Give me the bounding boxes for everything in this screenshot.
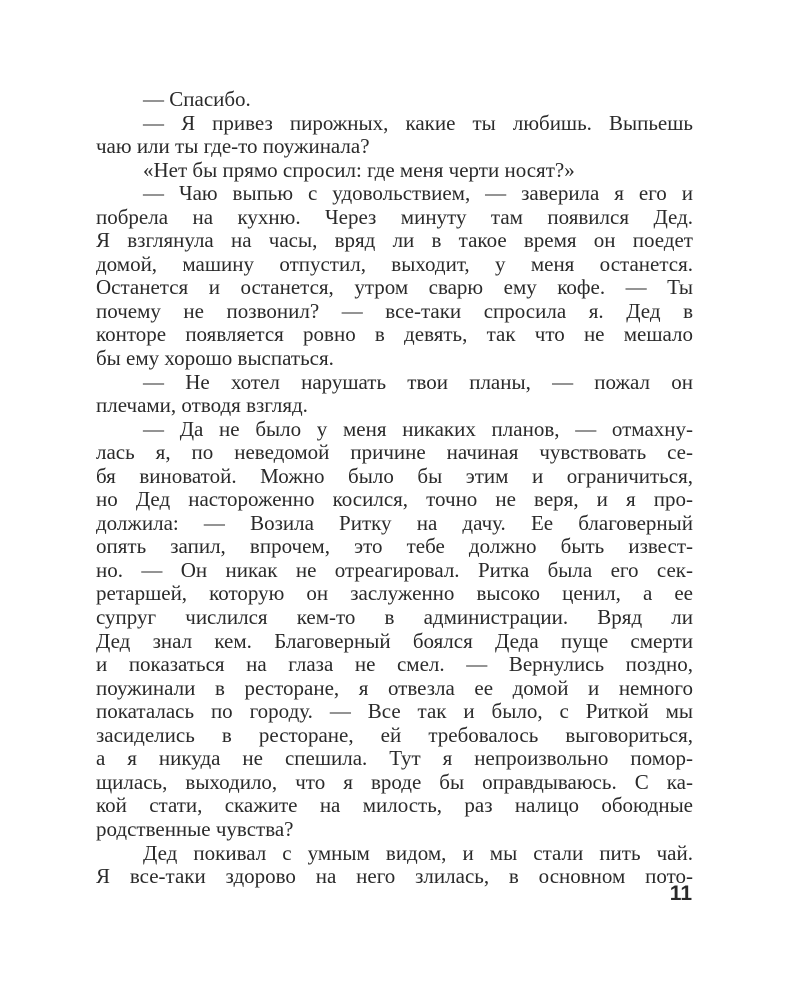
text-line: Я все-таки здорово на него злилась, в основном пото-: [96, 864, 693, 889]
text-line: бы ему хорошо выспаться.: [96, 346, 334, 371]
text-line: поужинали в ресторане, я отвезла ее домой и немного: [96, 675, 693, 700]
text-line: покаталась по городу. — Все так и было, с Риткой мы: [96, 699, 693, 724]
text-line: побрела на кухню. Через минуту там появился Дед.: [96, 204, 693, 229]
text-line: Я взглянула на часы, вряд ли в такое время он поедет: [96, 228, 693, 253]
text-line: бя виноватой. Можно было бы этим и ограничиться,: [96, 463, 693, 488]
text-line: и показаться на глаза не смел. — Вернулись поздно,: [96, 652, 693, 677]
text-line: должила: — Возила Ритку на дачу. Ее благоверный: [96, 510, 693, 535]
text-line: опять запил, впрочем, это тебе должно быть извест-: [96, 534, 693, 559]
text-line: но. — Он никак не отреагировал. Ритка была его сек-: [96, 557, 693, 582]
text-line: — Я привез пирожных, какие ты любишь. Выпьешь: [143, 110, 693, 135]
text-line: почему не позвонил? — все-таки спросила я. Дед в: [96, 298, 693, 323]
text-line: родственные чувства?: [96, 816, 294, 841]
text-line: — Не хотел нарушать твои планы, — пожал он: [143, 369, 693, 394]
text-line: Дед покивал с умным видом, и мы стали пить чай.: [143, 840, 693, 865]
text-line: — Чаю выпью с удовольствием, — заверила я его и: [143, 181, 693, 206]
text-line: а я никуда не спешила. Тут я непроизвольно помор-: [96, 746, 693, 771]
text-line: но Дед настороженно косился, точно не веря, и я про-: [96, 487, 693, 512]
text-line: конторе появляется ровно в девять, так что не мешало: [96, 322, 693, 347]
text-line: засиделись в ресторане, ей требовалось выговориться,: [96, 722, 693, 747]
text-line: лась я, по неведомой причине начиная чувствовать се-: [96, 440, 693, 465]
text-line: супруг числился кем-то в администрации. Вряд ли: [96, 605, 693, 630]
text-line: — Спасибо.: [143, 87, 251, 111]
body-text: [96, 88, 693, 889]
text-line: домой, машину отпустил, выходит, у меня останется.: [96, 251, 693, 276]
text-line: плечами, отводя взгляд.: [96, 393, 308, 418]
text-line: — Да не было у меня никаких планов, — отмахну-: [143, 416, 693, 441]
text-line: кой стати, скажите на милость, раз налицо обоюдные: [96, 793, 693, 818]
text-line: ретаршей, которую он заслуженно высоко ценил, а ее: [96, 581, 693, 606]
text-line: Дед знал кем. Благоверный боялся Деда пуще смерти: [96, 628, 693, 653]
text-line: Останется и останется, утром сварю ему кофе. — Ты: [96, 275, 693, 300]
page-number: 11: [669, 882, 692, 905]
text-line: «Нет бы прямо спросил: где меня черти носят?»: [143, 157, 575, 182]
text-line: чаю или ты где-то поужинала?: [96, 134, 370, 159]
text-line: щилась, выходило, что я вроде бы оправдываюсь. С ка-: [96, 769, 693, 794]
